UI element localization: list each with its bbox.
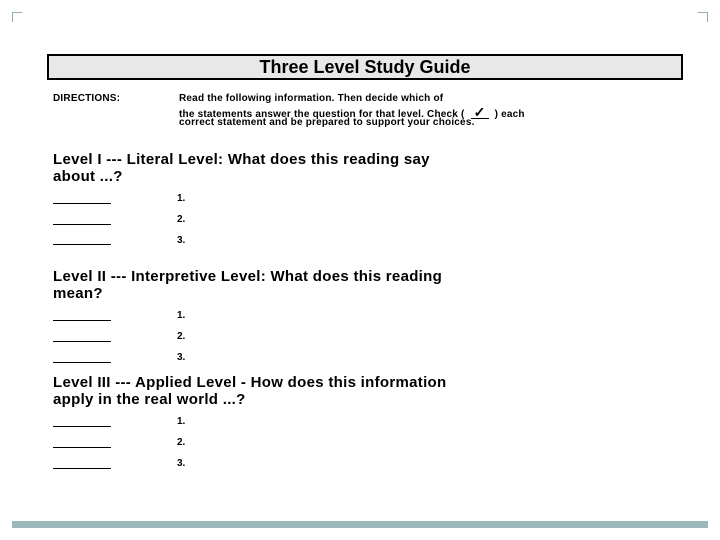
level-1-answer-blank-3[interactable] (53, 244, 111, 245)
level-1-item-1-number: 1. (177, 193, 186, 204)
level-1-answer-blank-1[interactable] (53, 203, 111, 204)
level-1-answer-blank-2[interactable] (53, 224, 111, 225)
level-3-heading-line-2: apply in the real world ...? (53, 391, 246, 408)
checkmark-icon: ✓ (471, 106, 489, 119)
page-title: Three Level Study Guide (47, 54, 683, 80)
directions-label: DIRECTIONS: (53, 93, 121, 104)
level-1-heading-line-2: about ...? (53, 168, 123, 185)
level-2-answer-blank-2[interactable] (53, 341, 111, 342)
frame-bottom-bar (12, 521, 708, 528)
directions-line-2-end: ) each (494, 109, 525, 120)
level-1-heading (53, 151, 693, 185)
directions-line-2-start: the statements answer the question for that level. Check ( (179, 109, 465, 120)
level-1-item-2-number: 2. (177, 214, 186, 225)
directions-line-3: correct statement and be prepared to support your choices. (179, 117, 475, 128)
level-2-heading-line-2: mean? (53, 285, 103, 302)
frame-corner-top-right-v (707, 12, 708, 22)
level-3-heading (53, 374, 693, 408)
level-2-item-1-number: 1. (177, 310, 186, 321)
level-3-item-1-number: 1. (177, 416, 186, 427)
level-3-item-2-number: 2. (177, 437, 186, 448)
level-3-answer-blank-2[interactable] (53, 447, 111, 448)
level-2-answer-blank-1[interactable] (53, 320, 111, 321)
frame-corner-top-left-v (12, 12, 13, 22)
level-3-item-3-number: 3. (177, 458, 186, 469)
frame-corner-top-left-h (12, 12, 22, 13)
level-2-item-2-number: 2. (177, 331, 186, 342)
level-3-answer-blank-1[interactable] (53, 426, 111, 427)
directions-line-1: Read the following information. Then decide which of (179, 93, 444, 104)
level-1-item-3-number: 3. (177, 235, 186, 246)
level-2-item-3-number: 3. (177, 352, 186, 363)
level-2-heading (53, 268, 693, 302)
level-2-heading-line-1: Level II --- Interpretive Level: What does this reading (53, 268, 443, 285)
level-3-heading-line-1: Level III --- Applied Level - How does this information (53, 374, 447, 391)
level-1-heading-line-1: Level I --- Literal Level: What does this reading say (53, 151, 430, 168)
level-2-answer-blank-3[interactable] (53, 362, 111, 363)
level-3-answer-blank-3[interactable] (53, 468, 111, 469)
